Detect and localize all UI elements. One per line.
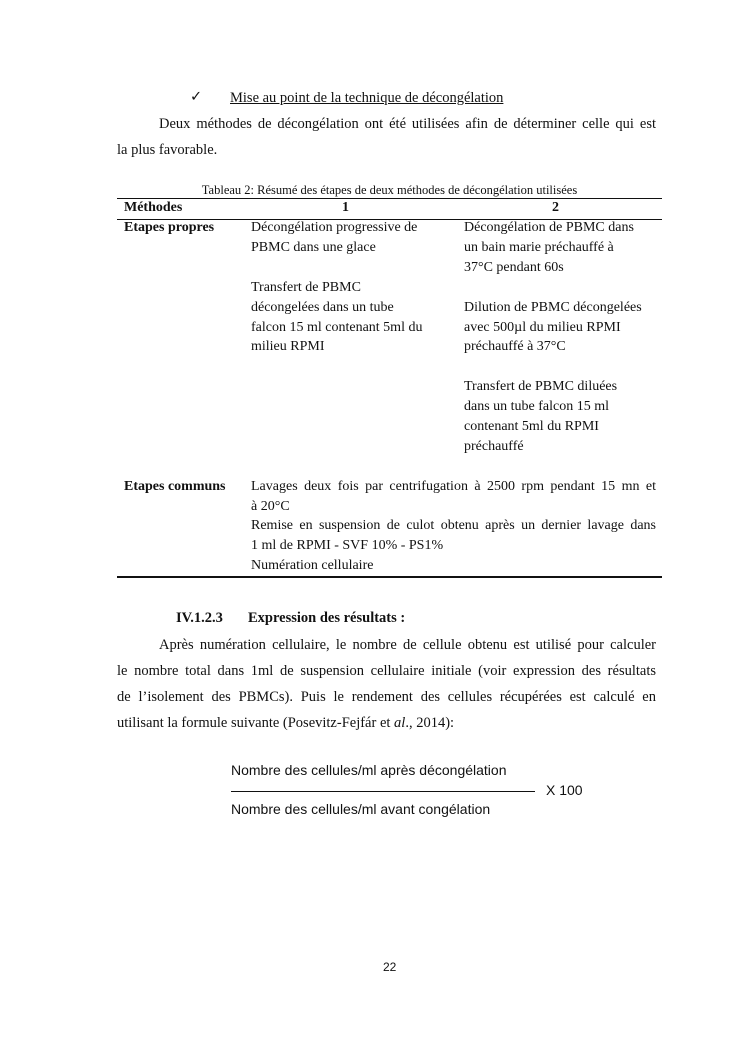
table-bottom-rule <box>117 576 662 578</box>
results-line-3: de l’isolement des PBMCs). Puis le rendement des cellules récupérées est calculé en <box>117 689 656 705</box>
formula-multiplier: X 100 <box>546 782 583 798</box>
header-method-1: 1 <box>342 200 349 215</box>
row-label-etapes-communs: Etapes communs <box>124 479 226 494</box>
results-line-2: le nombre total dans 1ml de suspension cellulaire initiale (voir expression des résultats <box>117 663 656 679</box>
formula-numerator: Nombre des cellules/ml après décongélation <box>231 762 507 778</box>
table-caption: Tableau 2: Résumé des étapes de deux méthodes de décongélation utilisées <box>201 183 578 197</box>
common-line-2: à 20°C <box>251 499 290 514</box>
step-line: milieu RPMI <box>251 339 325 355</box>
step-line: décongelées dans un tube <box>251 299 394 315</box>
step-line: avec 500µl du milieu RPMI <box>464 319 621 335</box>
checkmark-icon: ✓ <box>190 89 203 105</box>
common-line-3: Remise en suspension de culot obtenu après un dernier lavage dans <box>251 518 656 533</box>
step-line: falcon 15 ml contenant 5ml du <box>251 319 423 335</box>
citation-text: utilisant la formule suivante (Posevitz-Fejfár et <box>117 715 395 731</box>
table-top-rule <box>117 198 662 199</box>
section-title: Expression des résultats : <box>248 610 406 626</box>
header-method-2: 2 <box>552 200 559 215</box>
step-line: Décongélation de PBMC dans <box>464 220 634 235</box>
common-line-1: Lavages deux fois par centrifugation à 2500 rpm pendant 15 mn et <box>251 479 656 494</box>
citation-year: ., 2014): <box>405 715 455 731</box>
header-methodes: Méthodes <box>124 200 183 215</box>
step-line: PBMC dans une glace <box>251 239 376 255</box>
page-number: 22 <box>383 960 397 974</box>
step-line: dans un tube falcon 15 ml <box>464 399 610 415</box>
fraction-bar <box>231 791 535 792</box>
intro-line-2: la plus favorable. <box>117 142 218 158</box>
citation-italic: al <box>394 715 406 731</box>
step-line: 37°C pendant 60s <box>464 259 564 275</box>
step-line: Décongélation progressive de <box>251 220 418 235</box>
results-line-4 <box>117 714 454 732</box>
step-line: un bain marie préchauffé à <box>464 239 614 255</box>
intro-line-1: Deux méthodes de décongélation ont été utilisées afin de déterminer celle qui est <box>159 116 656 132</box>
step-line: Transfert de PBMC diluées <box>464 379 618 395</box>
results-line-1: Après numération cellulaire, le nombre de cellule obtenu est utilisé pour calculer <box>159 637 656 653</box>
row-label-etapes-propres: Etapes propres <box>124 220 215 235</box>
common-line-4: 1 ml de RPMI - SVF 10% - PS1% <box>251 538 444 553</box>
step-line: Dilution de PBMC décongelées <box>464 299 642 315</box>
section-number: IV.1.2.3 <box>176 610 223 626</box>
step-line: Transfert de PBMC <box>251 279 361 295</box>
formula-denominator: Nombre des cellules/ml avant congélation <box>231 801 491 817</box>
subsection-heading: Mise au point de la technique de décongélation <box>230 90 504 106</box>
step-line: préchauffé <box>464 438 524 454</box>
step-line: contenant 5ml du RPMI <box>464 419 599 434</box>
common-line-5: Numération cellulaire <box>251 558 374 573</box>
step-line: préchauffé à 37°C <box>464 339 566 355</box>
